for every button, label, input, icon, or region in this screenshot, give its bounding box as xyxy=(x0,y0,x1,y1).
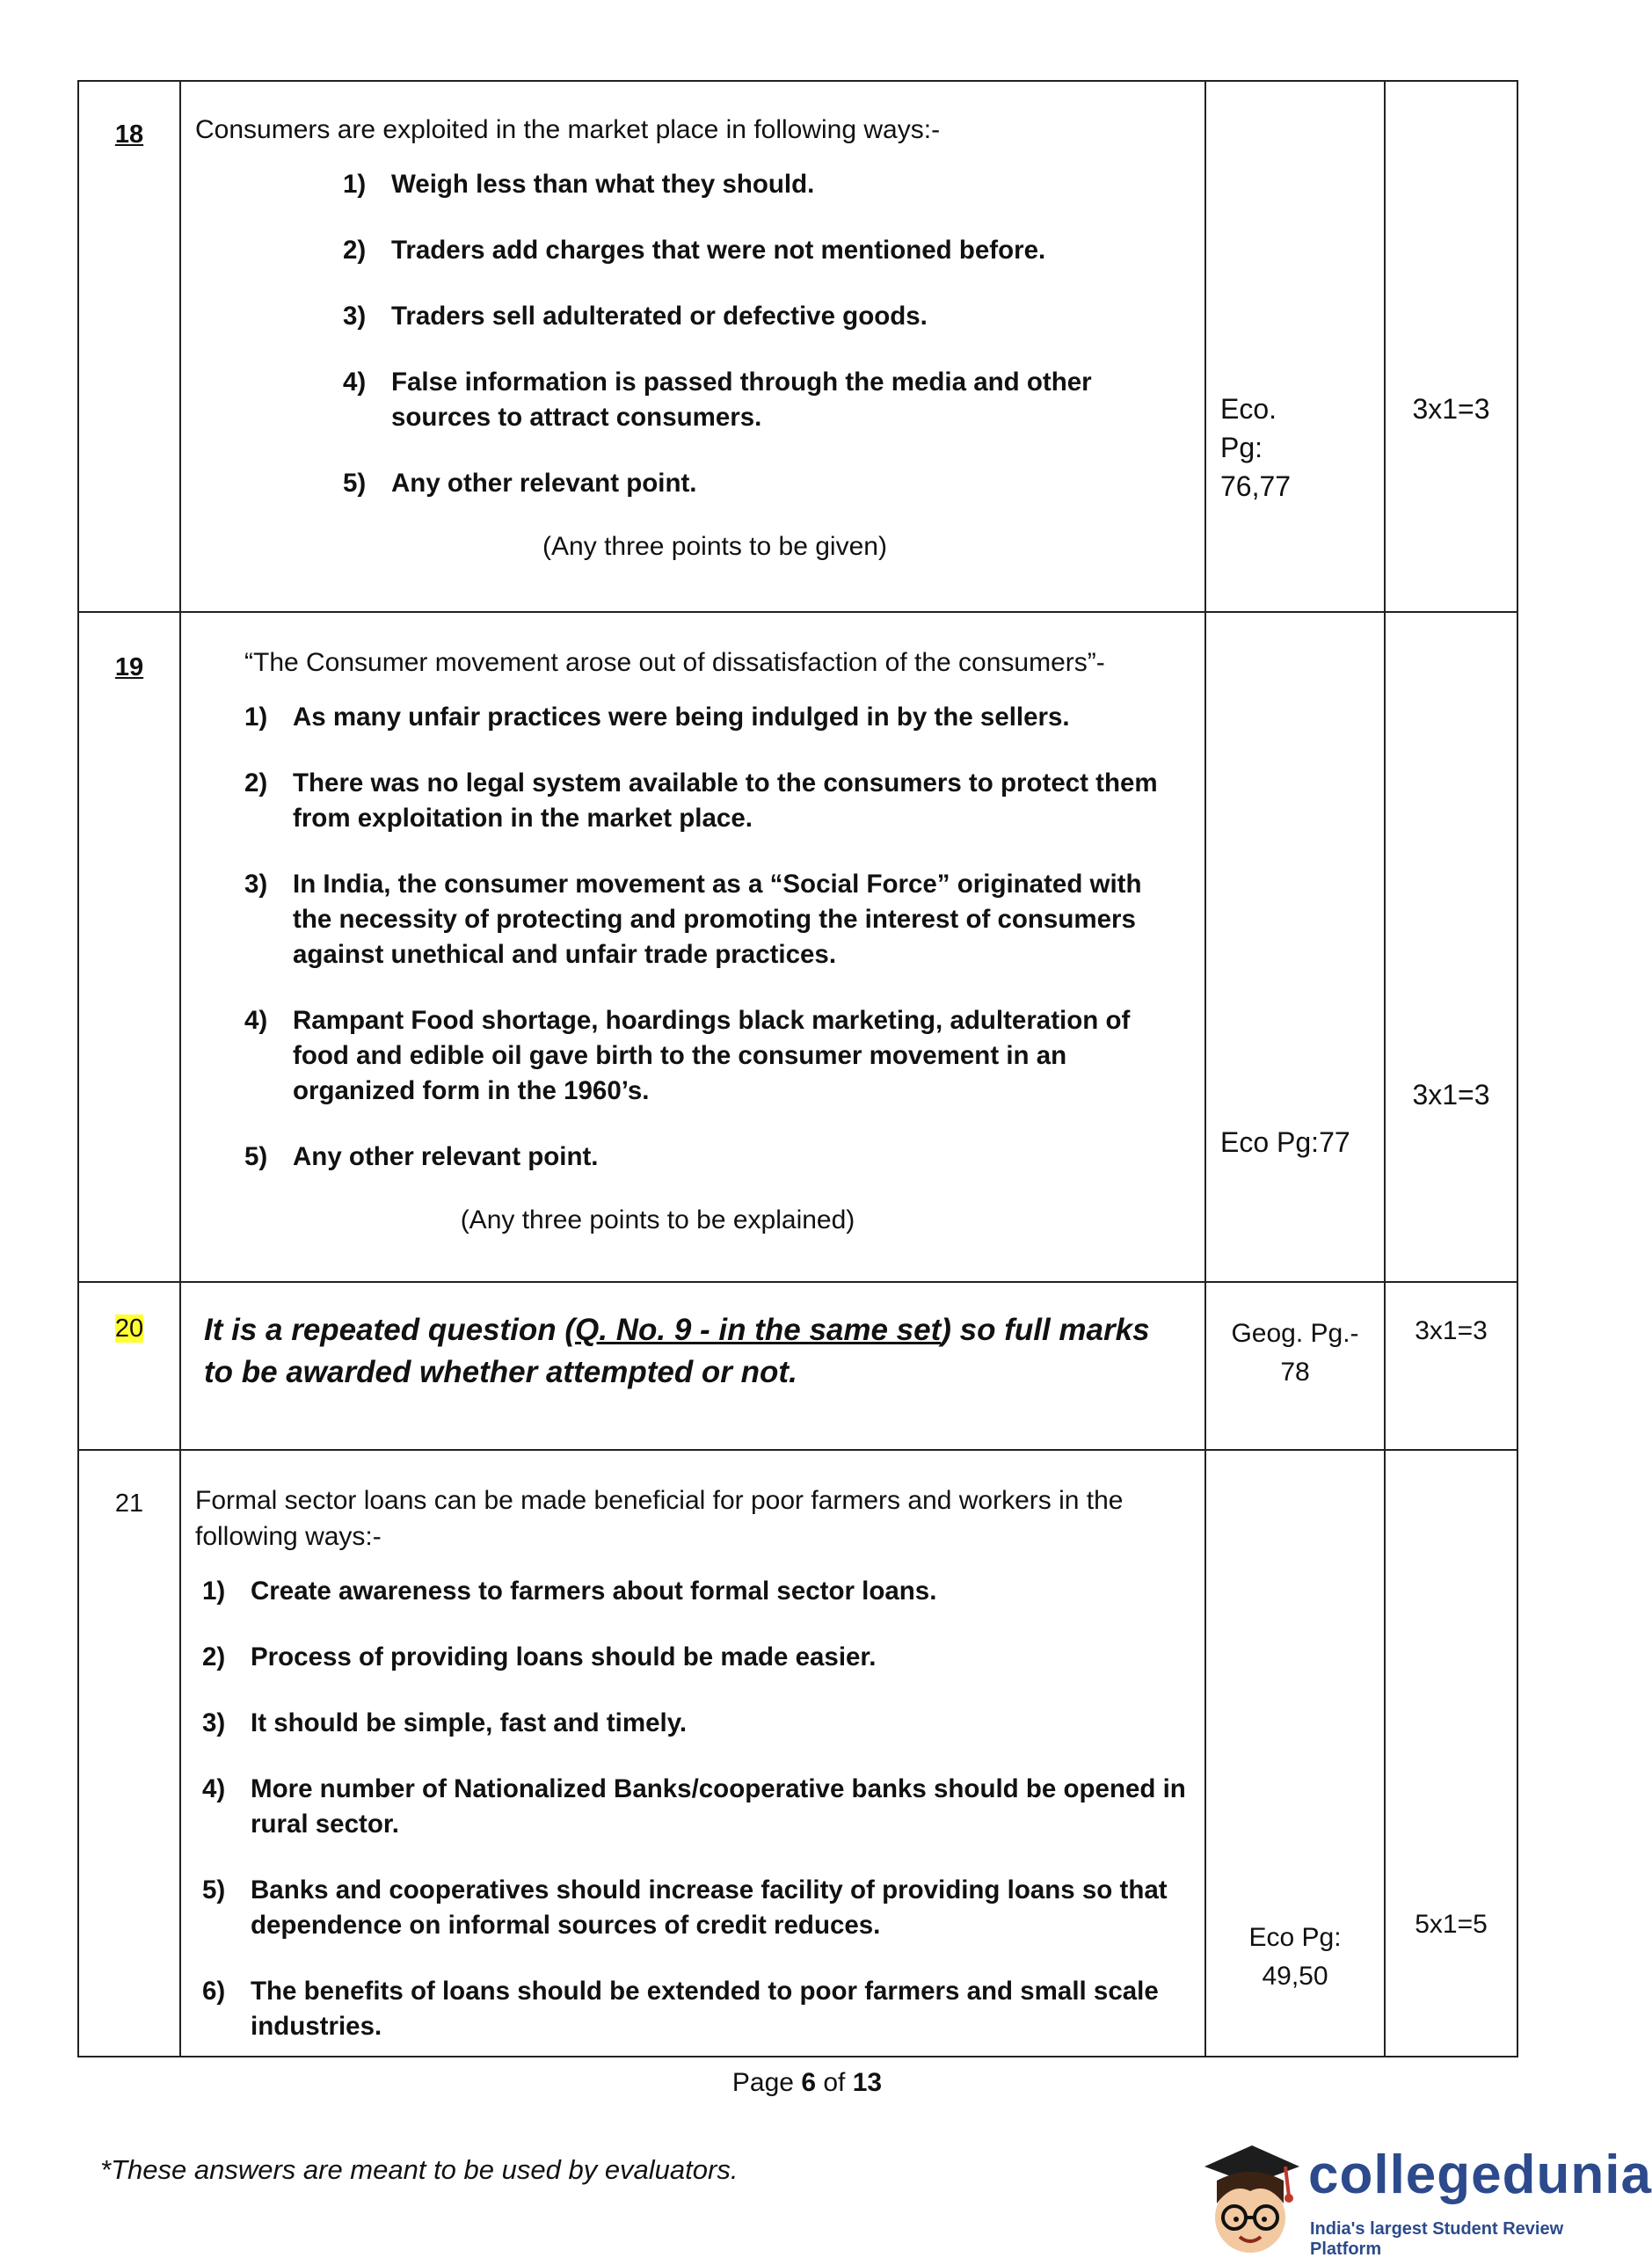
answer-cell xyxy=(180,81,1205,612)
answer-note: (Any three points to be given) xyxy=(542,532,887,561)
question-number-cell xyxy=(78,1282,180,1450)
question-number: 19 xyxy=(114,653,144,681)
question-number-cell xyxy=(78,1450,180,2057)
list-item: 1) Weigh less than what they should. xyxy=(343,170,815,199)
list-item: 2) There was no legal system available to the consumers to protect them from exploitation in the market place. xyxy=(244,768,1158,833)
list-item: 4) Rampant Food shortage, hoardings black marketing, adulteration of food and edible oil gave birth to the consumer movement in an organized form in the 1960’s. xyxy=(244,1006,1131,1105)
answer-intro: “The Consumer movement arose out of dissatisfaction of the consumers”- xyxy=(244,648,1105,677)
evaluator-note: *These answers are meant to be used by evaluators. xyxy=(100,2154,739,2185)
reference: Eco Pg: 49,50 xyxy=(1248,1923,1342,1991)
answer-intro: Consumers are exploited in the market place in following ways:- xyxy=(195,115,941,144)
reference-cell xyxy=(1205,1450,1385,2057)
question-number: 21 xyxy=(114,1489,144,1518)
table-row xyxy=(78,612,1517,1282)
marks: 3x1=3 xyxy=(1412,393,1490,425)
list-item: 4) False information is passed through the media and other sources to attract consumers. xyxy=(343,368,1092,432)
list-item: 5) Any other relevant point. xyxy=(244,1142,599,1171)
marks-cell xyxy=(1385,612,1517,1282)
answer-points xyxy=(202,1574,1187,2044)
question-number: 20 xyxy=(114,1315,144,1343)
reference: Eco Pg:77 xyxy=(1220,1126,1350,1158)
reference-cell xyxy=(1205,612,1385,1282)
answer-cell xyxy=(180,1450,1205,2057)
list-item: 3) In India, the consumer movement as a “Social Force” originated with the necessity of protecting and promoting the interest of consumers against unethical and unfair trade practices. xyxy=(244,870,1142,969)
collegedunia-logo: collegedunia India's largest Student Review Platform xyxy=(1197,2142,1611,2256)
list-item: 5) Banks and cooperatives should increase facility of providing loans so that dependence on informal sources of credit reduces. xyxy=(202,1875,1168,1940)
question-number: 18 xyxy=(114,120,144,149)
list-item: 1) As many unfair practices were being indulged in by the sellers. xyxy=(244,703,1070,732)
marks: 5x1=5 xyxy=(1415,1910,1488,1939)
answer-cell xyxy=(180,612,1205,1282)
question-number-cell xyxy=(78,81,180,612)
reference: Eco. Pg: 76,77 xyxy=(1220,393,1292,502)
reference-cell xyxy=(1205,1282,1385,1450)
reference: Geog. Pg.- 78 xyxy=(1231,1319,1359,1387)
list-item: 4) More number of Nationalized Banks/cooperative banks should be opened in rural sector. xyxy=(202,1774,1186,1839)
answer-note: (Any three points to be explained) xyxy=(460,1205,855,1234)
table-row xyxy=(78,1282,1517,1450)
answer-table xyxy=(77,80,1518,2057)
answer-cell xyxy=(180,1282,1205,1450)
answer-points xyxy=(244,700,1187,1175)
marks-cell xyxy=(1385,1450,1517,2057)
list-item: 3) Traders sell adulterated or defective goods. xyxy=(343,302,928,331)
reference-cell xyxy=(1205,81,1385,612)
marks-cell xyxy=(1385,81,1517,612)
list-item: 5) Any other relevant point. xyxy=(343,469,697,498)
repeated-question-statement: It is a repeated question (Q. No. 9 - in the same set) so full marks to be awarded whether attempted or not. xyxy=(204,1313,1150,1389)
answer-points xyxy=(343,167,1187,501)
list-item: 1) Create awareness to farmers about formal sector loans. xyxy=(202,1577,937,1606)
list-item: 3) It should be simple, fast and timely. xyxy=(202,1708,688,1737)
table-row xyxy=(78,1450,1517,2057)
question-number-cell xyxy=(78,612,180,1282)
table-row xyxy=(78,81,1517,612)
marks: 3x1=3 xyxy=(1412,1079,1490,1111)
list-item: 2) Process of providing loans should be made easier. xyxy=(202,1642,877,1671)
list-item: 2) Traders add charges that were not mentioned before. xyxy=(343,236,1046,265)
answer-intro: Formal sector loans can be made beneficial for poor farmers and workers in the following ways:- xyxy=(195,1486,1124,1551)
page-number: Page 6 of 13 xyxy=(731,2068,883,2097)
marks: 3x1=3 xyxy=(1415,1316,1488,1345)
marks-cell xyxy=(1385,1282,1517,1450)
list-item: 6) The benefits of loans should be extended to poor farmers and small scale industries. xyxy=(202,1977,1159,2041)
student-mascot-icon xyxy=(1197,2142,1303,2256)
